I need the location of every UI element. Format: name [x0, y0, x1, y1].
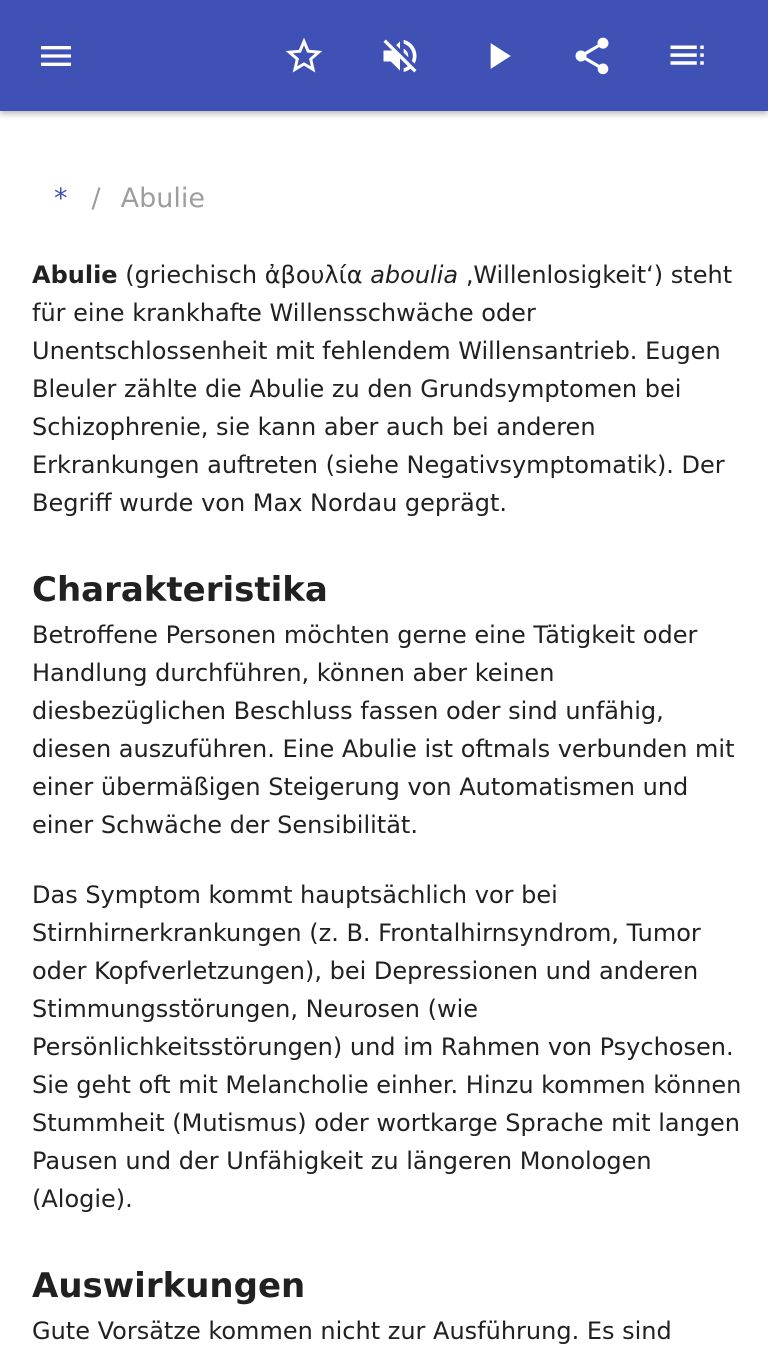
playlist-icon — [667, 35, 709, 77]
favorite-button[interactable] — [276, 28, 332, 84]
hamburger-menu-icon — [36, 36, 76, 76]
intro-paragraph — [32, 256, 744, 522]
section1-paragraph-1: Betroffene Personen möchten gerne eine Tätigkeit oder Handlung durchführen, können aber keinen diesbezüglichen Beschluss fassen oder sind unfähig, diesen auszuführen. Eine Abulie ist oftmals verbunden mit einer übermäßigen Steigerung von Automatismen und einer Schwäche der Sensibilität. — [32, 621, 735, 839]
intro-transliteration: aboulia — [370, 261, 459, 289]
article-body — [32, 256, 744, 1350]
intro-text-part2: ‚Willenlosigkeit‘) steht für eine krankhafte Willensschwäche oder Unentschlossenheit mit fehlendem Willensantrieb. Eugen Bleuler zählte die Abulie zu den Grundsymptomen bei Schizophrenie, sie kann aber auch bei anderen Erkrankungen auftreten (siehe Negativsymptomatik). Der Begriff wurde von Max Nordau geprägt. — [32, 261, 733, 517]
contents-button[interactable] — [660, 28, 716, 84]
play-icon — [476, 34, 520, 78]
volume-off-icon — [378, 34, 422, 78]
intro-text-part1: (griechisch ἀβουλία — [117, 261, 371, 289]
menu-button[interactable] — [28, 28, 84, 84]
article-view[interactable] — [0, 111, 768, 1345]
article-term: Abulie — [32, 261, 118, 289]
section-heading-charakteristika: Charakteristika — [32, 570, 328, 610]
breadcrumb — [54, 179, 205, 219]
star-outline-icon — [282, 34, 326, 78]
breadcrumb-home-link[interactable]: * — [54, 183, 68, 214]
breadcrumb-current: Abulie — [120, 183, 205, 214]
share-icon — [570, 34, 614, 78]
section2-paragraph-1: Gute Vorsätze kommen nicht zur Ausführung. Es sind — [32, 1317, 672, 1345]
mute-button[interactable] — [372, 28, 428, 84]
app-bar — [0, 0, 768, 111]
section1-paragraph-2: Das Symptom kommt hauptsächlich vor bei Stirnhirnerkrankungen (z. B. Frontalhirnsyndrom, Tumor oder Kopfverletzungen), bei Depressionen und anderen Stimmungsstörungen, Neurosen (wie Persönlichkeitsstörungen) und im Rahmen von Psychosen. Sie geht oft mit Melancholie einher. Hinzu kommen können Stummheit (Mutismus) oder wortkarge Sprache mit langen Pausen und der Unfähigkeit zu längeren Monologen (Alogie). — [32, 881, 742, 1213]
section-heading-auswirkungen: Auswirkungen — [32, 1266, 306, 1306]
play-button[interactable] — [470, 28, 526, 84]
breadcrumb-separator: / — [91, 183, 101, 214]
share-button[interactable] — [564, 28, 620, 84]
